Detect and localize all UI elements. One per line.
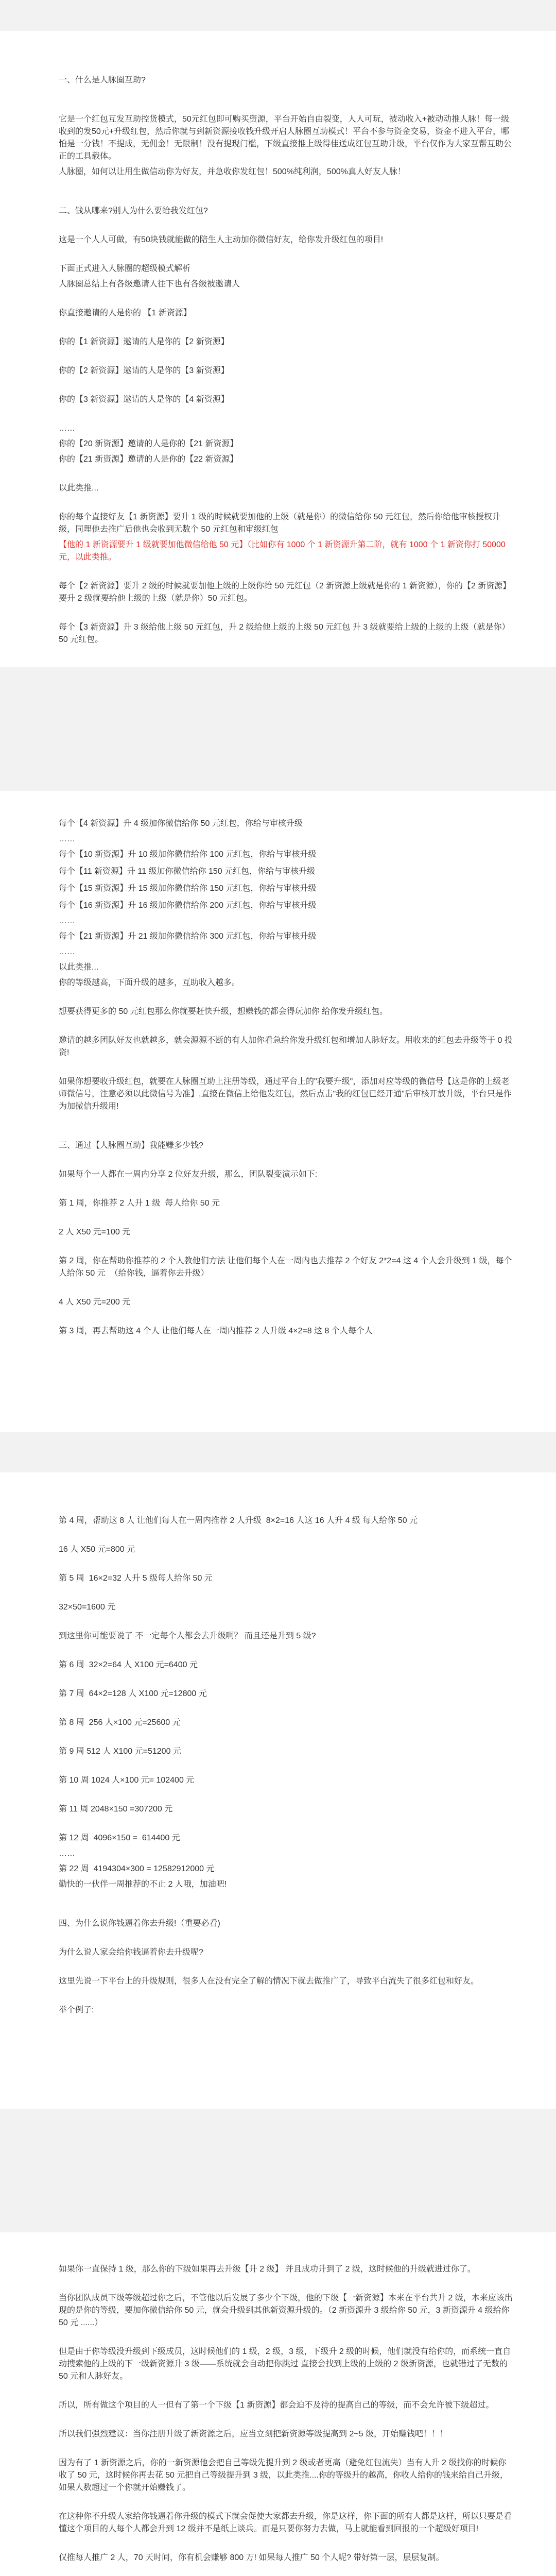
paragraph: 你的【2 新资源】邀请的人是你的【3 新资源】 [59,366,229,375]
paragraph: 每个【16 新资源】升 16 级加你微信给你 200 元红包，你给与审核升级 [59,901,317,910]
paragraph: 第 12 周 4096×150 = 614400 元 [59,1834,180,1842]
spacer [59,1761,514,1774]
paragraph: 所以我们强烈建议：当你注册升级了新资源之后，应当立刻把新资源等级提高到 2~5 级，开始赚钱吧！！！ [59,2430,448,2438]
paragraph: 如果你想要收升级红包，就要在人脉圈互助上注册等级，通过平台上的"我要升级"，添加对应等级的微信号【这是你的上级老师微信号，注意必须以此微信号为准】,直接在微信上给他发红包，然后点击"我的红包已经开通"后审核开放升级，平台只是作为加微信升级用! [59,1077,512,1111]
spacer [59,249,514,263]
spacer [59,567,514,580]
paragraph: 你的【21 新资源】邀请的人是你的【22 新资源】 [59,455,238,464]
paragraph: 第 9 周 512 人 X100 元=51200 元 [59,1747,181,1756]
spacer [59,1242,514,1255]
spacer [59,409,514,422]
spacer [59,1617,514,1630]
spacer [59,2567,514,2576]
paragraph: 但是由于你等级没升级到下级成员，这时候他们的 1 级，2 级，3 级，下级升 2 级的时候，他们就没有给你的，而系统一直自动搜索他的上级的下一级新资源升 3 级——系统就会自动把你跳过 直接会找到上级的上级的 2 级新资源，也就错过了无数的 50 元和人脉好友。 [59,2347,511,2381]
spacer [59,2415,514,2428]
spacer [59,2444,514,2457]
paragraph: 想要获得更多的 50 元红包那么你就要赶快升级，想赚钱的都会得玩加你 给你发升级红包。 [59,1007,388,1016]
paragraph: 它是一个红包互发互助控货模式，50元红包即可购买资源，平台开始自由裂变，人人可玩，被动收入+被动动推人脉！每一级收到的发50元+升级红包，然后你就与到新资源接收钱升级开启人脉圈互助模式！平台不参与资金交易，资金不进入平台，哪怕是一分钱！不提成，无佣金！无限制！没有提现门槛，下级直接推上级得佳送成红包互助升级，平台仅作为大家互帮互助公正的工具载体。 [59,115,512,161]
paragraph: 所以，所有做这个项目的人一但有了第一个下级【1 新资源】都会迫不及待的提高自己的等级，而不会允许被下级超过。 [59,2401,494,2410]
paragraph: 四、为什么说你钱逼着你去升级!（重要必看) [59,1919,220,1928]
paragraph: 二、钱从哪来?别人为什么要给我发红包? [59,207,208,215]
paragraph: 2 人 X50 元=100 元 [59,1228,131,1236]
paragraph: 仅推每人推广 2 人，70 天时间，你有机会赚够 800 万! 如果每人推广 50 个人呢? 带好第一层，层层复制。 [59,2553,444,2562]
panel-2-content [0,791,556,1337]
paragraph: 每个【4 新资源】升 4 级加你微信给你 50 元红包，你给与审核升级 [59,819,303,828]
spacer [59,1116,514,1140]
paragraph: 第 22 周 4194304×300 = 12582912000 元 [59,1865,215,1873]
paragraph: 如果每个一人都在一周内分享 2 位好友升级，那么，团队裂变演示如下: [59,1170,318,1179]
paragraph: 以此类推... [59,484,99,493]
paragraph: 三、通过【人脉圈互助】我能赚多少钱? [59,1141,203,1150]
spacer [59,1991,514,2004]
spacer [59,221,514,234]
paragraph: …… [59,835,75,843]
paragraph: 第 7 周 64×2=128 人 X100 元=12800 元 [59,1689,207,1698]
paragraph: 第 8 周 256 人×100 元=25600 元 [59,1718,181,1727]
article-panel-4 [0,2232,556,2576]
spacer [59,2497,514,2511]
paragraph: 32×50=1600 元 [59,1603,116,1612]
paragraph: 人脉圈，如何以让用生做信动你为好友，并急收你发红包！500%纯利润，500%真人好友人脉！ [59,167,406,176]
spacer [59,1674,514,1688]
spacer [59,1062,514,1076]
spacer [59,1790,514,1803]
paragraph: 你的【20 新资源】邀请的人是你的【21 新资源】 [59,439,238,448]
paragraph: 到这里你可能要说了 不一定每个人都会去升级啊？ 而且还是升到 5 级? [59,1632,316,1640]
paragraph: 第 5 周 16×2=32 人升 5 级每人给你 50 元 [59,1574,213,1583]
paragraph: 人脉圈总结上有各级邀请人往下也有各级被邀请人 [59,280,240,289]
paragraph: 这是一个人人可做，有50块钱就能做的陪生人主动加你微信好友，给你发升级红包的项目! [59,235,384,244]
spacer [59,1213,514,1226]
paragraph: 第 4 周，帮助这 8 人 让他们每人在一周内推荐 2 人升级 8×2=16 人这 16 人升 4 级 每人给你 50 元 [59,1516,418,1525]
paragraph: 第 1 周，你推荐 2 人升 1 级 每人给你 50 元 [59,1199,220,1208]
spacer [59,181,514,205]
paragraph: 第 3 周，再去帮助这 4 个人 让他们每人在一周内推荐 2 人升级 4×2=8 这 8 个人每个人 [59,1327,373,1335]
paragraph: 每个【2 新资源】要升 2 级的时候就要加他上级的上级你给 50 元红包（2 新资源上级就是你的 1 新资源），你的【2 新资源】要升 2 级就要给他上级的上级（就是你）50 元红包。 [59,582,511,603]
spacer [59,1646,514,1659]
highlight-paragraph: 【他的 1 新资源要升 1 级就要加他微信给他 50 元】（比如你有 1000 个 1 新资源升第二阶，就有 1000 个 1 新资你打 50000 元，以此类推。 [59,540,508,562]
spacer [59,1894,514,1918]
paragraph: …… [59,424,75,433]
paragraph: 在这种你不升级人家给你钱逼着你升级的模式下就会促使大家都去升级，你是这样，你下面的所有人都是这样，所以只要是看懂这个项目的人每个人都会升到 12 级并不是纸上谈兵。而是只要你努力去做，马上就能看到回报的一个超级好项目! [59,2512,512,2533]
paragraph: 16 人 X50 元=800 元 [59,1545,135,1554]
article-panel-2 [0,791,556,1432]
paragraph: 第 2 周，你在帮助你推荐的 2 个人教他们方法 让他们每个人在一周内也去推荐 2 个好友 2*2=4 这 4 个人会升级到 1 级，每个人给你 50 元 （给你钱，逼着你去升级） [59,1257,512,1278]
spacer [59,1283,514,1296]
spacer [59,1312,514,1325]
paragraph: 每个【10 新资源】升 10 级加你微信给你 100 元红包，你给与审核升级 [59,850,317,859]
spacer [59,498,514,511]
paragraph: …… [59,917,75,925]
spacer [59,323,514,336]
spacer [59,2538,514,2552]
spacer [59,2279,514,2292]
article-panel-3 [0,1472,556,2109]
spacer [59,608,514,621]
spacer [59,992,514,1006]
paragraph: 勤快的一伙伴一周推荐的不止 2 人哦，加油吧! [59,1880,227,1889]
panel-4-content [0,2232,556,2576]
panel-1-content [0,31,556,646]
paragraph: 当你团队成员下级等级超过你之后，不管他以后发展了多少个下级，他的下级【一新资源】本来在平台共升 2 级，本来应该出现的是你的等级，要加你微信给你 50 元，就会升级到其他新资源升级的。（2 新资源升 3 级给你 50 元，3 新资源升 4 级给你 50 元 ......） [59,2294,513,2327]
spacer [59,1703,514,1717]
paragraph: 如果你一直保持 1 级，那么你的下级如果再去升级【升 2 级】 并且成功升到了 2 级，这时候他的升级就进过你了。 [59,2265,476,2274]
paragraph: 你的每个直接好友【1 新资源】要升 1 级的时候就要加他的上级（就是你）的微信给你 50 元红包，然后你给他审核授权升级，同理他去推广后他也会收到无数个 50 元红包和审级红包 [59,513,500,534]
spacer [59,469,514,482]
paragraph: …… [59,947,75,956]
spacer [59,1962,514,1975]
spacer [59,1559,514,1572]
paragraph: 举个例子: [59,2006,94,2014]
spacer [59,1021,514,1035]
paragraph: 每个【15 新资源】升 15 级加你微信给你 150 元红包，你给与审核升级 [59,884,317,893]
paragraph: 第 6 周 32×2=64 人 X100 元=6400 元 [59,1660,198,1669]
article-panel-1 [0,31,556,667]
paragraph: 下面正式进入人脉圈的超级模式解析 [59,264,191,273]
paragraph: 你直接邀请的人是你的 【1 新资源】 [59,309,192,317]
paragraph: 每个【11 新资源】升 11 级加你微信给你 150 元红包，你给与审核升级 [59,867,316,876]
spacer [59,1155,514,1168]
paragraph: 每个【3 新资源】升 3 级给他上级 50 元红包，升 2 级给他上级的上级 50 元红包 升 3 级就要给上级的上级的上级（就是你）50 元红包。 [59,623,510,644]
paragraph: 为什么说人家会给你钱逼着你去升级呢? [59,1948,203,1957]
spacer [59,1588,514,1601]
spacer [59,1933,514,1946]
paragraph: 4 人 X50 元=200 元 [59,1298,131,1307]
paragraph: 第 11 周 2048×150 =307200 元 [59,1805,173,1814]
paragraph: 你的【1 新资源】邀请的人是你的【2 新资源】 [59,337,229,346]
spacer [59,1732,514,1745]
paragraph: 以此类推... [59,963,99,972]
spacer [59,1819,514,1832]
spacer [59,1184,514,1197]
spacer [59,351,514,365]
paragraph: 因为有了 1 新资源之后，你的一新资源他会把自己等级先提升到 2 级或者更高（避免红包流失）当有人升 2 级找你的时候你收了 50 元，这时候你再去花 50 元把自己等级提升到 3 级，以此类推....你的等级升的越高，你收人给你的钱来给自己升级，如果人数超过一个你就开始赚钱了。 [59,2459,508,2492]
paragraph: 你的【3 新资源】邀请的人是你的【4 新资源】 [59,395,229,404]
spacer [59,380,514,394]
paragraph: 每个【21 新资源】升 21 级加你微信给你 300 元红包，你给与审核升级 [59,932,317,941]
paragraph: 一、什么是人脉圈互助? [59,76,146,84]
panel-3-content [0,1472,556,2016]
paragraph: …… [59,1849,75,1858]
spacer [59,1530,514,1544]
paragraph: 邀请的越多团队好友也就越多，就会源源不断的有人加你看急给你发升级红包和增加人脉好友。用收来的红包去升级等于 0 投资! [59,1036,513,1057]
paragraph: 第 10 周 1024 人×100 元= 102400 元 [59,1776,195,1785]
spacer [59,294,514,307]
spacer [59,90,514,113]
paragraph: 这里先说一下平台上的升级规则，很多人在没有完全了解的情况下就去做推广了，导致平白流失了很多红包和好友。 [59,1977,479,1986]
spacer [59,2386,514,2399]
spacer [59,2332,514,2346]
paragraph: 你的等级越高，下面升级的越多，互助收入越多。 [59,978,240,987]
